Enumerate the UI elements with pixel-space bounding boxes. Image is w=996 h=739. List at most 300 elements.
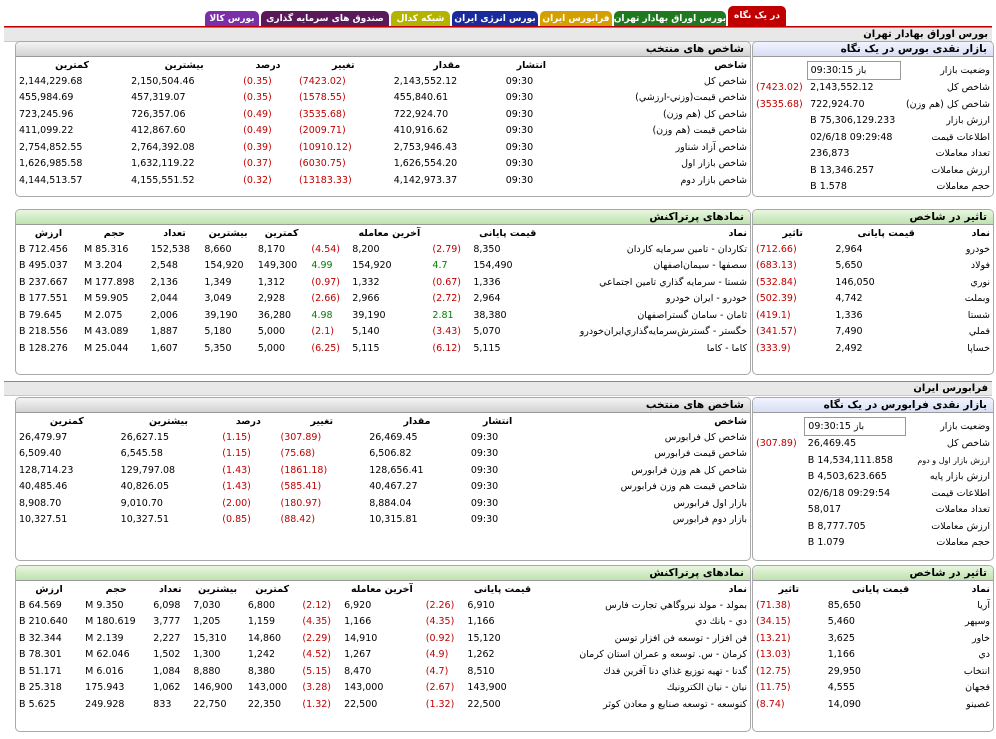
trades-cell: 39,190	[204, 309, 238, 321]
impact-header: قیمت پایانی	[857, 227, 915, 239]
indices-cell: (2.00)	[222, 497, 251, 509]
trades-symbol-link[interactable]: گدنا - تهيه توزيع غذاي دنا آفرين فدك	[603, 665, 747, 677]
trades-cell: 59.905 M	[83, 293, 129, 305]
market-row	[753, 518, 993, 535]
impact-symbol-link[interactable]: خساپا	[967, 342, 990, 354]
farabourse-trades-panel	[15, 565, 751, 732]
indices-symbol-link[interactable]: شاخص كل (هم وزن)	[662, 108, 747, 120]
trades-cell: 8,170	[257, 243, 286, 255]
indices-cell: 09:30	[470, 481, 499, 493]
trades-header: ارزش	[35, 583, 63, 595]
impact-row[interactable]	[753, 630, 993, 647]
indices-symbol-link[interactable]: شاخص بازار اول	[681, 158, 747, 170]
trades-cell: 4.7	[432, 260, 448, 272]
market-row-change	[753, 113, 807, 130]
impact-symbol-link[interactable]: غصينو	[966, 698, 990, 710]
trades-cell: 249.928	[85, 698, 125, 710]
market-row-value: 4,503,623.665 B	[807, 471, 887, 483]
market-row-change	[753, 485, 805, 502]
trades-symbol-link[interactable]: فن افزار - توسعه فن افزار توسن	[614, 632, 747, 644]
market-row	[753, 179, 993, 196]
impact-symbol-link[interactable]: وبملت	[964, 293, 990, 305]
indices-cell: (1861.18)	[280, 464, 328, 476]
indices-cell: 455,984.69	[19, 92, 74, 104]
trades-cell: 2,044	[150, 293, 178, 305]
trades-cell: (6.12)	[432, 342, 462, 354]
impact-cell: 3,625	[827, 632, 855, 644]
indices-header: درصد	[235, 415, 261, 427]
trades-cell: 154,920	[352, 260, 392, 272]
farabourse-trades-title: نمادهای پرتراکنش	[16, 566, 750, 581]
impact-cell: 146,050	[835, 276, 875, 288]
tab-investment-funds[interactable]: صندوق های سرمایه گذاری	[261, 11, 389, 27]
market-row-label: اطلاعات قیمت	[931, 487, 990, 499]
trades-cell: (2.26)	[425, 599, 455, 611]
trades-cell: 6,098	[153, 599, 181, 611]
trades-cell: 36,280	[257, 309, 292, 321]
trade-row[interactable]	[16, 307, 750, 324]
impact-symbol-link[interactable]: وسپهر	[964, 616, 990, 628]
index-row[interactable]	[16, 123, 750, 140]
impact-row[interactable]	[753, 696, 993, 713]
farabourse-impact-table	[753, 581, 993, 713]
trades-cell: 218.556 B	[19, 326, 68, 338]
trades-cell: 712.456 B	[19, 243, 68, 255]
trades-header: بیشترین	[198, 583, 238, 595]
market-row-value: باز 09:30:15	[807, 62, 900, 80]
market-row-value: 8,777.705 B	[807, 520, 866, 532]
indices-cell: 128,656.41	[369, 464, 424, 476]
trades-cell: 1,332	[352, 276, 380, 288]
market-row-label: شاخص کل	[946, 438, 990, 449]
impact-cell: 4,742	[835, 293, 863, 305]
index-row[interactable]	[16, 446, 750, 463]
trades-cell: (2.1)	[311, 326, 334, 338]
indices-cell: 09:30	[505, 75, 534, 87]
trades-symbol-link[interactable]: ثامان - سامان گستراصفهان	[637, 309, 747, 321]
market-row-change	[753, 62, 807, 80]
impact-symbol-link[interactable]: فملي	[968, 326, 990, 338]
market-row-change: (307.89)	[756, 438, 797, 449]
indices-symbol-link[interactable]: شاخص قيمت هم وزن فرابورس	[620, 481, 747, 493]
trades-cell: 2,966	[352, 293, 380, 305]
index-row[interactable]	[16, 106, 750, 123]
market-row	[753, 62, 993, 80]
trades-header	[429, 225, 470, 241]
impact-row[interactable]	[753, 614, 993, 631]
trades-cell: 1,159	[247, 616, 276, 628]
market-row-label: شاخص کل	[946, 82, 990, 93]
trades-cell: 4.99	[311, 260, 333, 272]
impact-row[interactable]	[753, 647, 993, 664]
trade-row[interactable]	[16, 597, 750, 614]
indices-cell: 9,010.70	[120, 497, 163, 509]
tab-farabourse[interactable]: فرابورس ایران	[540, 11, 612, 27]
indices-symbol-link[interactable]: شاخص قيمت(وزني-ارزشي)	[635, 92, 747, 104]
trade-row[interactable]	[16, 647, 750, 664]
impact-row[interactable]	[753, 274, 993, 291]
trades-cell: 32.344 B	[19, 632, 62, 644]
trades-cell: 5,000	[257, 326, 286, 338]
tab-energy-exchange[interactable]: بورس انرژی ایران	[452, 11, 538, 27]
trades-cell: (4.52)	[302, 649, 331, 661]
trades-cell: 5.625 B	[19, 698, 56, 710]
indices-symbol-link[interactable]: شاخص قيمت (هم وزن)	[652, 125, 747, 137]
trades-symbol-link[interactable]: نيان - نيان الكترونيك	[666, 682, 747, 694]
market-row-change	[753, 162, 807, 179]
indices-cell: 455,840.61	[393, 92, 449, 104]
impact-cell: 2,964	[835, 243, 863, 255]
index-row[interactable]	[16, 156, 750, 173]
indices-cell: 10,327.51	[120, 514, 170, 526]
indices-cell: 2,144,229.68	[19, 75, 83, 87]
market-row-change: (7423.02)	[756, 82, 803, 93]
impact-symbol-link[interactable]: خاور	[972, 632, 990, 644]
impact-cell: (333.9)	[756, 342, 791, 354]
indices-header: تغییر	[310, 415, 334, 427]
index-row[interactable]	[16, 512, 750, 529]
indices-symbol-link[interactable]: بازار اول فرابورس	[673, 497, 747, 509]
impact-row[interactable]	[753, 340, 993, 357]
trades-symbol-link[interactable]: كرمان - س. توسعه و عمران استان كرمان	[579, 649, 747, 661]
trade-row[interactable]	[16, 663, 750, 680]
indices-header: بیشترین	[164, 59, 204, 71]
indices-cell: (10910.12)	[298, 141, 352, 153]
trade-row[interactable]	[16, 241, 750, 258]
market-row-value: 722,924.70	[810, 98, 865, 110]
trades-cell: 5,350	[204, 342, 232, 354]
trades-cell: 495.037 B	[19, 260, 68, 272]
indices-cell: (3535.68)	[298, 108, 346, 120]
trades-header: کمترین	[255, 583, 290, 595]
impact-symbol-link[interactable]: انتخاب	[963, 665, 990, 677]
tehran-market-title: بازار نقدی بورس در یک نگاه	[753, 42, 993, 57]
impact-symbol-link[interactable]: فجهان	[965, 682, 990, 694]
indices-cell: (180.97)	[280, 497, 322, 509]
trades-header: آخرین معامله	[358, 227, 421, 239]
trades-cell: 22,500	[344, 698, 378, 710]
impact-cell: 5,650	[835, 260, 863, 272]
indices-cell: 1,626,554.20	[393, 158, 458, 170]
market-row-label: ارزش معاملات	[931, 520, 990, 532]
trades-header	[299, 581, 341, 597]
tab-at-a-glance[interactable]: در یک نگاه	[728, 6, 786, 27]
trades-symbol-link[interactable]: بمولد - مولد نيروگاهي تجارت فارس	[605, 599, 747, 611]
tab-codal[interactable]: شبکه کدال	[391, 11, 450, 27]
trade-row[interactable]	[16, 680, 750, 697]
indices-cell: 2,143,552.12	[393, 75, 458, 87]
impact-row[interactable]	[753, 307, 993, 324]
indices-cell: 6,509.40	[19, 448, 62, 460]
trade-row[interactable]	[16, 630, 750, 647]
trade-row[interactable]	[16, 258, 750, 275]
index-row[interactable]	[16, 139, 750, 156]
indices-symbol-link[interactable]: بازار دوم فرابورس	[672, 514, 747, 526]
trades-cell: 1,062	[153, 682, 181, 694]
trades-symbol-link[interactable]: كاما - كاما	[706, 342, 747, 354]
impact-row[interactable]	[753, 241, 993, 258]
tab-commodity-exchange[interactable]: بورس کالا	[205, 11, 259, 27]
trade-row[interactable]	[16, 340, 750, 357]
trade-row[interactable]	[16, 291, 750, 308]
market-row-value: باز 09:30:15	[805, 418, 906, 436]
indices-symbol-link[interactable]: شاخص كل	[703, 75, 747, 87]
market-row	[753, 129, 993, 146]
trades-cell: (6.25)	[311, 342, 340, 354]
market-row-value: 09:29:54 02/6/18	[807, 487, 891, 499]
index-row[interactable]	[16, 479, 750, 496]
market-row	[753, 79, 993, 96]
farabourse-market-panel	[752, 397, 994, 561]
indices-cell: (13183.33)	[298, 174, 352, 186]
indices-header: مقدار	[433, 59, 461, 71]
trades-cell: 1,242	[247, 649, 276, 661]
market-row-change	[753, 146, 807, 163]
trades-cell: 25.318 B	[19, 682, 62, 694]
trade-row[interactable]	[16, 274, 750, 291]
trades-symbol-link[interactable]: دي - بانك دي	[694, 616, 747, 628]
impact-cell: (12.75)	[756, 665, 791, 677]
indices-cell: 26,469.45	[369, 431, 418, 443]
trade-row[interactable]	[16, 696, 750, 713]
trades-cell: 5,070	[473, 326, 501, 338]
indices-cell: 8,884.04	[369, 497, 412, 509]
indices-cell: (6030.75)	[298, 158, 346, 170]
trades-cell: 3.204 M	[83, 260, 123, 272]
trades-cell: 14,910	[344, 632, 378, 644]
trades-cell: 43.089 M	[83, 326, 129, 338]
indices-cell: 8,908.70	[19, 497, 62, 509]
impact-header: قیمت پایانی	[851, 583, 910, 595]
index-row[interactable]	[16, 429, 750, 446]
impact-cell: 14,090	[827, 698, 861, 710]
trades-cell: 5,140	[352, 326, 380, 338]
impact-row[interactable]	[753, 324, 993, 341]
trades-cell: 64.569 B	[19, 599, 62, 611]
indices-cell: 09:30	[505, 174, 534, 186]
indices-symbol-link[interactable]: شاخص كل هم وزن فرابورس	[631, 464, 747, 476]
index-row[interactable]	[16, 90, 750, 107]
trades-cell: (4.35)	[425, 616, 455, 628]
trades-cell: 6,920	[344, 599, 372, 611]
market-row-label: وضعیت بازار	[940, 420, 990, 432]
trades-cell: 143,900	[467, 682, 507, 694]
market-row-change	[753, 418, 805, 436]
trades-cell: (0.67)	[432, 276, 462, 288]
indices-header: مقدار	[403, 415, 431, 427]
impact-cell: (11.75)	[756, 682, 791, 694]
indices-cell: 410,916.62	[393, 125, 449, 137]
market-row-label: حجم معاملات	[936, 537, 990, 549]
tehran-trades-panel	[15, 209, 751, 375]
farabourse-section-title: فرابورس ایران	[913, 383, 988, 394]
trades-cell: 9.350 M	[85, 599, 124, 611]
trades-cell: (0.92)	[425, 632, 455, 644]
trades-cell: (0.97)	[311, 276, 340, 288]
indices-cell: (0.85)	[222, 514, 251, 526]
trades-cell: 5,000	[257, 342, 286, 354]
trades-header: قیمت پایانی	[473, 583, 532, 595]
indices-symbol-link[interactable]: شاخص بازار دوم	[680, 174, 747, 186]
indices-cell: 723,245.96	[19, 108, 74, 120]
trades-cell: 2.81	[432, 309, 454, 321]
trades-symbol-link[interactable]: سصفها - سيمان‌اصفهان	[653, 260, 747, 272]
market-row-value: 14,534,111.858 B	[807, 454, 893, 466]
trades-cell: 7,030	[193, 599, 221, 611]
market-row-change	[753, 502, 805, 519]
impact-row[interactable]	[753, 680, 993, 697]
market-row-label: ارزش بازار پایه	[929, 471, 990, 483]
index-row[interactable]	[16, 462, 750, 479]
trades-cell: (4.9)	[425, 649, 449, 661]
trades-cell: (2.72)	[432, 293, 462, 305]
trades-cell: 146,900	[193, 682, 233, 694]
trades-symbol-link[interactable]: تكاردان - تامين سرمايه كاردان	[626, 243, 747, 255]
market-row	[753, 418, 993, 436]
trades-cell: 1,607	[150, 342, 178, 354]
indices-cell: 4,144,513.57	[19, 174, 83, 186]
trades-symbol-link[interactable]: كنوسعه - توسعه صنايع و معادن كوثر	[603, 698, 747, 710]
impact-row[interactable]	[753, 291, 993, 308]
indices-symbol-link[interactable]: شاخص آزاد شناور	[675, 141, 747, 153]
tehran-impact-table	[753, 225, 993, 357]
trades-cell: 154,920	[204, 260, 244, 272]
indices-symbol-link[interactable]: شاخص كل فرابورس	[664, 431, 747, 443]
impact-cell: (341.57)	[756, 326, 797, 338]
impact-cell: 7,490	[835, 326, 863, 338]
trade-row[interactable]	[16, 614, 750, 631]
market-row-change	[753, 518, 805, 535]
impact-cell: (532.84)	[756, 276, 797, 288]
trades-cell: 149,300	[257, 260, 298, 272]
index-row[interactable]	[16, 495, 750, 512]
farabourse-trades-table	[16, 581, 750, 713]
trades-cell: (2.29)	[302, 632, 331, 644]
tehran-market-panel	[752, 41, 994, 197]
trades-cell: 2,928	[257, 293, 286, 305]
trades-cell: 128.276 B	[19, 342, 68, 354]
trades-header: ارزش	[34, 227, 63, 239]
indices-cell: 10,327.51	[19, 514, 68, 526]
impact-row[interactable]	[753, 597, 993, 614]
market-row-value: 09:29:48 02/6/18	[810, 131, 893, 143]
index-row[interactable]	[16, 73, 750, 90]
indices-header: بیشترین	[148, 415, 188, 427]
impact-cell: 4,555	[827, 682, 855, 694]
impact-symbol-link[interactable]: خودرو	[965, 243, 990, 255]
impact-symbol-link[interactable]: نوري	[970, 276, 990, 288]
trades-cell: 237.667 B	[19, 276, 68, 288]
trades-cell: 1,887	[150, 326, 178, 338]
impact-row[interactable]	[753, 258, 993, 275]
trade-row[interactable]	[16, 324, 750, 341]
impact-symbol-link[interactable]: فولاد	[970, 260, 990, 272]
trades-cell: 79.645 B	[19, 309, 62, 321]
market-row-value: 58,017	[807, 504, 842, 516]
impact-cell: (34.15)	[756, 616, 791, 628]
trades-cell: (3.28)	[302, 682, 331, 694]
market-row-change	[753, 129, 807, 146]
market-row-change: (3535.68)	[756, 98, 803, 110]
indices-cell: 09:30	[470, 448, 499, 460]
trades-header: آخرین معامله	[351, 583, 413, 595]
indices-cell: 40,485.46	[19, 481, 68, 493]
trades-cell: (2.66)	[311, 293, 340, 305]
indices-cell: 2,150,504.46	[131, 75, 195, 87]
indices-cell: (0.35)	[243, 75, 272, 87]
trades-cell: 4.98	[311, 309, 333, 321]
trades-cell: 14,860	[247, 632, 282, 644]
trades-cell: (1.32)	[302, 698, 331, 710]
trades-cell: (1.32)	[425, 698, 455, 710]
market-row	[753, 502, 993, 519]
trades-symbol-link[interactable]: خگستر - گسترش‌سرمايه‌گذاري‌ايران‌خودرو	[579, 326, 747, 338]
trades-cell: 62.046 M	[85, 649, 130, 661]
trades-cell: 22,750	[193, 698, 227, 710]
impact-cell: 29,950	[827, 665, 861, 677]
indices-cell: 09:30	[470, 431, 499, 443]
trades-header: تعداد	[159, 583, 182, 595]
indices-symbol-link[interactable]: شاخص قيمت فرابورس	[654, 448, 747, 460]
indices-cell: 457,319.07	[131, 92, 186, 104]
trades-cell: 5,115	[473, 342, 501, 354]
indices-header: کمترین	[49, 415, 84, 427]
trades-cell: 8,660	[204, 243, 232, 255]
market-row-value: 2,143,552.12	[810, 82, 874, 94]
impact-cell: 85,650	[827, 599, 861, 611]
trades-header: نماد	[728, 583, 747, 595]
indices-cell: (2009.71)	[298, 125, 346, 137]
farabourse-indices-title: شاخص های منتخب	[16, 398, 750, 413]
trades-header: حجم	[103, 227, 125, 239]
impact-symbol-link[interactable]: دي	[978, 649, 990, 661]
impact-symbol-link[interactable]: شستا	[967, 309, 990, 321]
trades-cell: (2.79)	[432, 243, 462, 255]
trades-cell: (4.35)	[302, 616, 331, 628]
index-row[interactable]	[16, 172, 750, 189]
indices-header: درصد	[255, 59, 281, 71]
market-row-label: ارزش معاملات	[931, 164, 990, 176]
indices-cell: 09:30	[505, 141, 534, 153]
impact-header: نماد	[971, 583, 990, 595]
trades-cell: 180.619 M	[85, 616, 136, 628]
trades-header	[308, 225, 349, 241]
trades-symbol-link[interactable]: شستا - سرمايه گذاري تامين اجتماعي	[599, 276, 747, 288]
impact-row[interactable]	[753, 663, 993, 680]
market-row-change	[753, 469, 805, 486]
tab-tehran-stock-exchange[interactable]: بورس اوراق بهادار تهران	[614, 11, 726, 27]
indices-cell: 411,099.22	[19, 125, 74, 137]
indices-cell: 26,627.15	[120, 431, 170, 443]
indices-cell: 2,754,852.55	[19, 141, 83, 153]
trades-symbol-link[interactable]: خودرو - ايران‌ خودرو	[665, 293, 747, 305]
impact-cell: (419.1)	[756, 309, 791, 321]
impact-cell: (712.66)	[756, 243, 797, 255]
trades-cell: 1,267	[344, 649, 372, 661]
indices-cell: 412,867.60	[131, 125, 186, 137]
trades-header: بیشترین	[208, 227, 248, 239]
indices-cell: (585.41)	[280, 481, 322, 493]
trades-header: نماد	[728, 227, 747, 239]
impact-symbol-link[interactable]: آريا	[977, 599, 990, 611]
trades-cell: 25.044 M	[83, 342, 129, 354]
trades-cell: 78.301 B	[19, 649, 62, 661]
indices-header: تغییر	[332, 59, 355, 71]
tehran-market-table	[753, 61, 993, 195]
indices-cell: (0.37)	[243, 158, 272, 170]
tehran-trades-table	[16, 225, 750, 357]
impact-cell: (683.13)	[756, 260, 797, 272]
